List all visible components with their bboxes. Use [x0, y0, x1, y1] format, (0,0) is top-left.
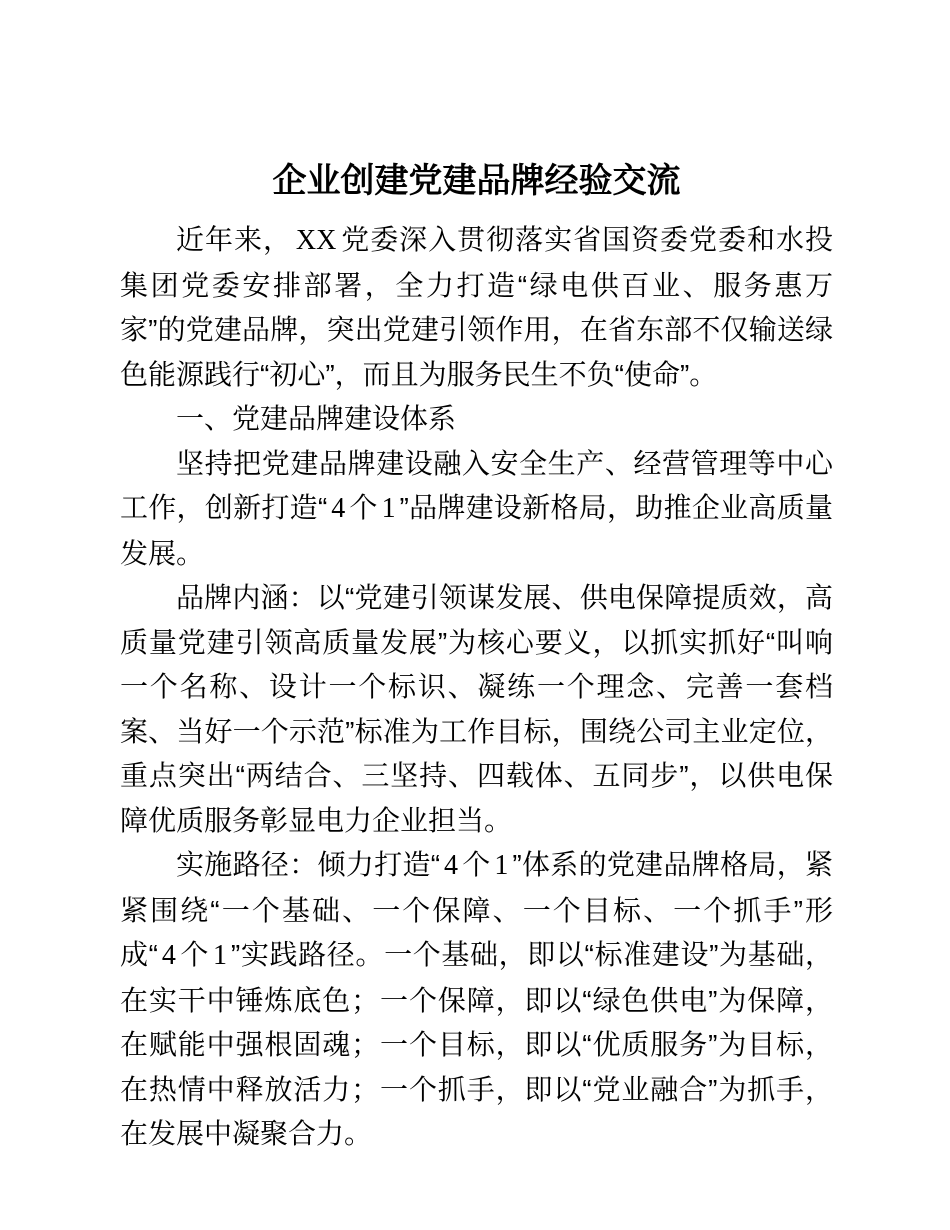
- text-run: 1: [494, 850, 509, 881]
- text-run: ”体系的党建品牌格局，紧紧围绕“一个基础、一个保障、一个目标、一个抓手”形成“: [120, 849, 834, 970]
- paragraph: [120, 843, 833, 1157]
- text-run: 4: [331, 493, 346, 524]
- text-run: 坚持把党建品牌建设融入安全生产、经营管理等中心工作，创新打造“: [120, 447, 833, 523]
- text-run: 实施路径：倾力打造“: [176, 849, 441, 880]
- text-run: 品牌内涵：以“党建引领谋发展、供电保障提质效，高质量党建引领高质量发展”为核心要义，以抓实抓好“叫响一个名称、设计一个标识、凝练一个理念、完善一套档案、当好一个示范”标准为工作目标，围绕公司主业定位，重点突出“两结合、三坚持、四载体、五同步”，以供电保障优质服务彰显电力企业担当。: [120, 582, 833, 836]
- paragraph: [120, 442, 833, 577]
- text-run: 1: [381, 493, 396, 524]
- text-run: 个: [461, 849, 491, 880]
- text-run: ”实践路径。一个基础，即以“标准建设”为基础，在实干中锤炼底色；一个保障，即以“绿色供电”为保障，在赋能中强根固魂；一个目标，即以“优质服务”为目标，在热情中释放活力；一个抓手，即以“党业融合”为抓手，在发展中凝聚合力。: [120, 939, 833, 1149]
- text-run: ”品牌建设新格局，助推企业高质量发展。: [120, 492, 833, 569]
- text-run: 4: [443, 850, 458, 881]
- text-run: 近年来，: [176, 224, 292, 255]
- document-body: [120, 218, 833, 1157]
- section-heading: [120, 397, 833, 442]
- paragraph: [120, 218, 833, 397]
- text-run: 1: [212, 940, 227, 971]
- paragraph: [120, 576, 833, 843]
- text-run: 一、党建品牌建设体系: [176, 403, 457, 434]
- text-run: 个: [349, 492, 378, 523]
- document-title: 企业创建党建品牌经验交流: [272, 162, 681, 200]
- document-content: [120, 158, 833, 1157]
- text-run: 4: [161, 940, 176, 971]
- text-run: 个: [179, 939, 210, 970]
- text-run: XX: [295, 225, 337, 256]
- text-run: 党委深入贯彻落实省国资委党委和水投集团党委安排部署，全力打造“绿电供百业、服务惠万家”的党建品牌，突出党建引领作用，在省东部不仅输送绿色能源践行“初心”，而且为服务民生不负“使命”。: [120, 224, 833, 390]
